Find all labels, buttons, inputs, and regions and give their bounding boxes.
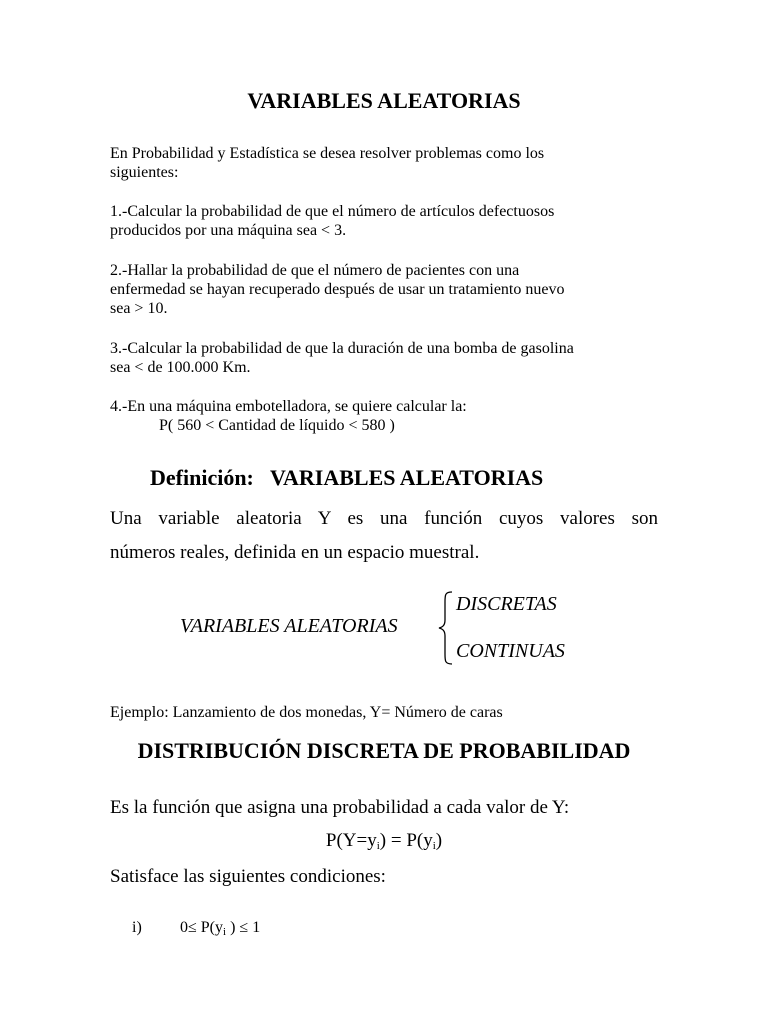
- definition-heading: Definición: VARIABLES ALEATORIAS: [150, 465, 544, 490]
- definition-line-1: Una variable aleatoria Y es una función cuyos valores son: [110, 508, 658, 529]
- formula-middle: ) = P(y: [379, 830, 433, 851]
- formula-subscript-1: i: [376, 840, 380, 852]
- option-discretas: DISCRETAS: [456, 593, 557, 615]
- curly-brace-icon: [436, 590, 454, 666]
- problem-1-line-2: producidos por una máquina sea < 3.: [110, 222, 347, 239]
- distribution-formula: [0, 830, 768, 852]
- condition-i-pre: 0≤ P(y: [180, 919, 224, 936]
- problem-2-line-2: enfermedad se hayan recuperado después de usar un tratamiento nuevo: [110, 281, 565, 298]
- problem-3-line-2: sea < de 100.000 Km.: [110, 359, 251, 376]
- problem-2-line-3: sea > 10.: [110, 300, 168, 317]
- problem-1-line-1: 1.-Calcular la probabilidad de que el número de artículos defectuosos: [110, 203, 555, 220]
- problem-4-line-1: 4.-En una máquina embotelladora, se quiere calcular la:: [110, 398, 467, 415]
- distribution-text: Es la función que asigna una probabilidad a cada valor de Y:: [110, 797, 570, 818]
- intro-line-1: En Probabilidad y Estadística se desea resolver problemas como los: [110, 145, 545, 162]
- example-text: Ejemplo: Lanzamiento de dos monedas, Y= Número de caras: [110, 704, 503, 721]
- problem-4-line-2: P( 560 < Cantidad de líquido < 580 ): [159, 417, 395, 434]
- condition-i-subscript: i: [223, 926, 227, 938]
- page-title: VARIABLES ALEATORIAS: [247, 88, 521, 113]
- distribution-heading: DISTRIBUCIÓN DISCRETA DE PROBABILIDAD: [137, 738, 631, 763]
- formula-subscript-2: i: [432, 840, 436, 852]
- formula-right: ): [435, 830, 443, 851]
- option-continuas: CONTINUAS: [456, 640, 565, 662]
- formula-left: P(Y=y: [325, 830, 377, 851]
- conditions-intro: Satisface las siguientes condiciones:: [110, 866, 386, 887]
- problem-2-line-1: 2.-Hallar la probabilidad de que el número de pacientes con una: [110, 262, 520, 279]
- problem-3-line-1: 3.-Calcular la probabilidad de que la duración de una bomba de gasolina: [110, 340, 574, 357]
- classification-label: VARIABLES ALEATORIAS: [180, 615, 398, 637]
- condition-i-post: ) ≤ 1: [226, 919, 261, 936]
- definition-line-2: números reales, definida en un espacio muestral.: [110, 542, 480, 563]
- condition-i-label: i): [132, 919, 142, 936]
- intro-line-2: siguientes:: [110, 164, 179, 181]
- condition-i-text: [180, 918, 260, 937]
